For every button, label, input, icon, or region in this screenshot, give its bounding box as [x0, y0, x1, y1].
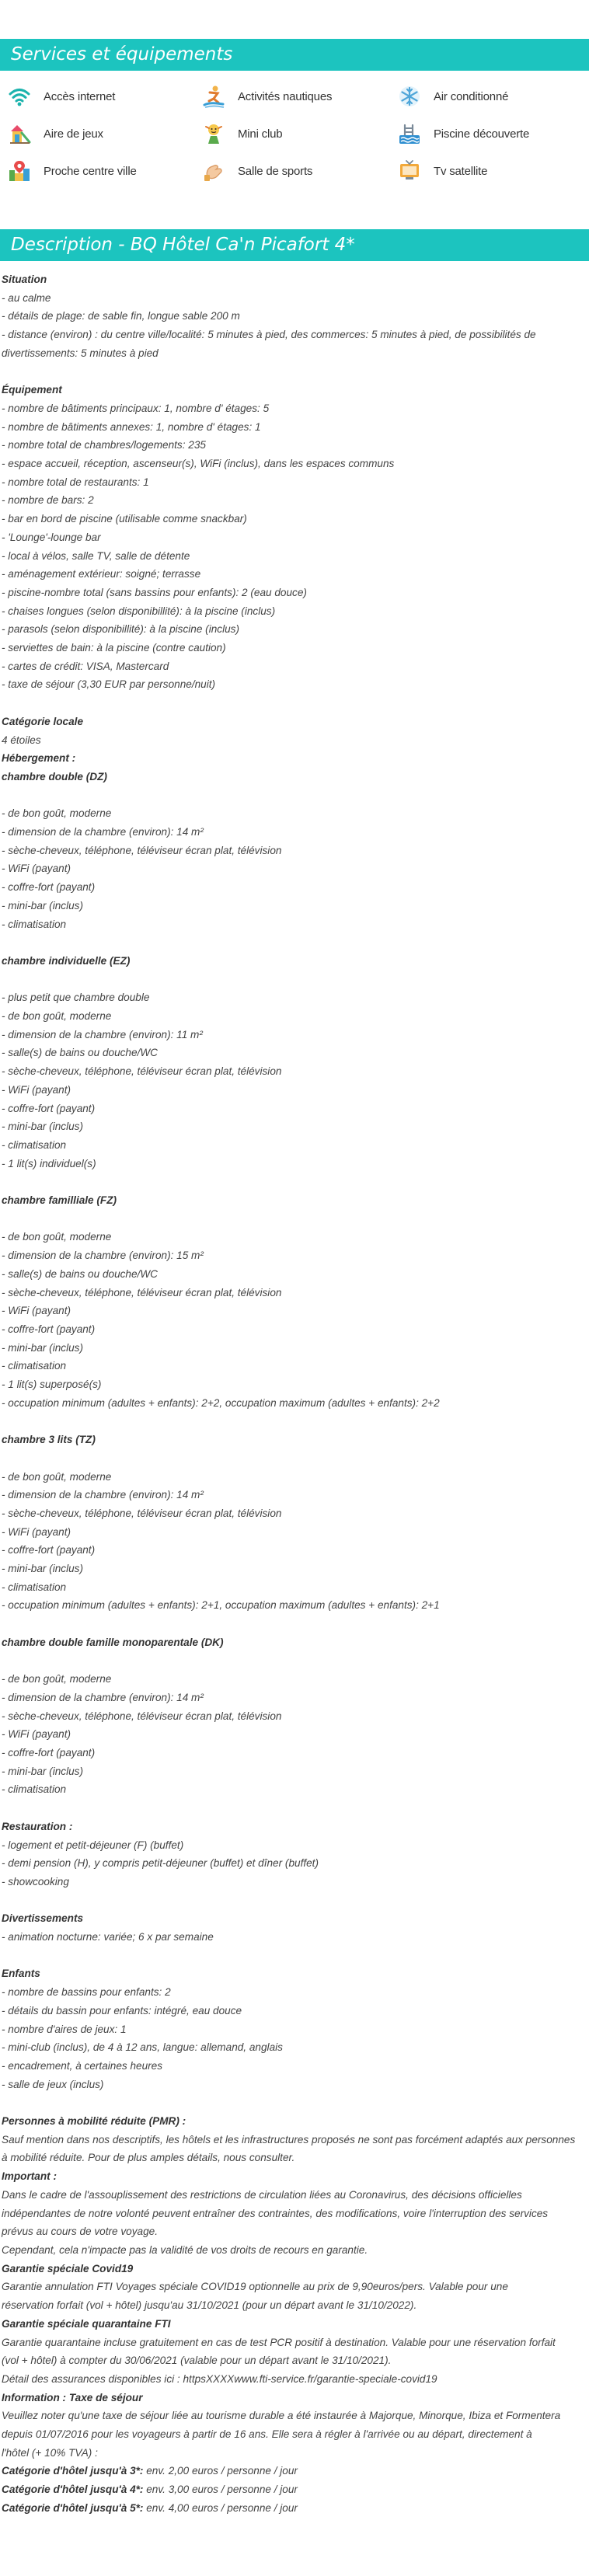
- description-line: - mini-bar (inclus): [2, 1765, 83, 1777]
- description-line: - de bon goût, moderne: [2, 1231, 112, 1243]
- tax-category-line: [2, 2480, 587, 2499]
- description-header: Description - BQ Hôtel Ca'n Picafort 4*: [0, 229, 589, 261]
- blank-line: [2, 1412, 587, 1431]
- blank-line: [2, 1891, 587, 1910]
- description-line: - dimension de la chambre (environ): 11 m²: [2, 1028, 203, 1041]
- description-line: - bar en bord de piscine (utilisable comme snackbar): [2, 513, 247, 525]
- blank-line: [2, 971, 587, 989]
- amenity-nautical: [202, 83, 398, 110]
- description-heading: Divertissements: [2, 1912, 84, 1925]
- description-line: - climatisation: [2, 1360, 67, 1372]
- description-line: depuis 01/07/2016 pour les voyageurs à partir de 16 ans. Elle sera à régler à l'arrivée ou au départ, directement à: [2, 2428, 532, 2441]
- blank-line: [2, 2093, 587, 2112]
- description-line: - 1 lit(s) superposé(s): [2, 1379, 102, 1391]
- hotel-description: [0, 261, 587, 2518]
- description-heading: Enfants: [2, 1968, 40, 1980]
- description-line: - de bon goût, moderne: [2, 1673, 112, 1685]
- description-line: - coffre-fort (payant): [2, 881, 96, 894]
- blank-line: [2, 1449, 587, 1468]
- tax-category-value: env. 3,00 euros / personne / jour: [143, 2484, 298, 2496]
- description-line: - espace accueil, réception, ascenseur(s), WiFi (inclus), dans les espaces communs: [2, 458, 395, 470]
- description-line: l'hôtel (+ 10% TVA) :: [2, 2446, 98, 2459]
- description-line: Garantie annulation FTI Voyages spéciale COVID19 optionnelle au prix de 9,90euros/pers. Valable pour une: [2, 2281, 508, 2293]
- snowflake-icon: [398, 83, 426, 110]
- blank-line: [2, 1799, 587, 1818]
- description-heading: Situation: [2, 274, 47, 285]
- description-line: Veuillez noter qu'une taxe de séjour liée au tourisme durable a été instaurée à Majorque, Minorque, Ibiza et Formentera: [2, 2410, 561, 2422]
- city-center-icon: [8, 158, 36, 184]
- description-line: - nombre de bâtiments principaux: 1, nombre d' étages: 5: [2, 402, 270, 414]
- description-line: - mini-bar (inclus): [2, 1563, 83, 1575]
- amenity-tv: [398, 158, 589, 184]
- surfer-icon: [202, 83, 230, 110]
- description-line: - coffre-fort (payant): [2, 1544, 96, 1556]
- description-line: - salle(s) de bains ou douche/WC: [2, 1047, 158, 1059]
- description-line: - dimension de la chambre (environ): 14 m²: [2, 1489, 204, 1501]
- playground-icon: [8, 120, 36, 147]
- description-line: - nombre d'aires de jeux: 1: [2, 2023, 127, 2035]
- description-line: - occupation minimum (adultes + enfants): 2+2, occupation maximum (adultes + enfants): 2+2: [2, 1396, 440, 1409]
- description-line: - showcooking: [2, 1875, 69, 1888]
- description-line: - sèche-cheveux, téléphone, téléviseur écran plat, télévision: [2, 844, 282, 856]
- description-line: - sèche-cheveux, téléphone, téléviseur écran plat, télévision: [2, 1065, 282, 1078]
- amenity-aircon: [398, 83, 589, 110]
- amenity-label: Aire de jeux: [44, 127, 103, 141]
- gym-icon: [202, 158, 230, 184]
- blank-line: [2, 786, 587, 805]
- description-line: - coffre-fort (payant): [2, 1102, 96, 1114]
- description-line: prévus au cours de votre voyage.: [2, 2226, 158, 2238]
- description-heading: Garantie spéciale quarantaine FTI: [2, 2317, 171, 2330]
- description-line: - sèche-cheveux, téléphone, téléviseur écran plat, télévision: [2, 1507, 282, 1519]
- amenity-miniclub: [202, 120, 398, 147]
- description-line: Garantie quarantaine incluse gratuitement en cas de test PCR positif à destination. Valable pour une réservation forfait: [2, 2336, 556, 2348]
- description-line: - coffre-fort (payant): [2, 1323, 96, 1335]
- amenity-city-center: [8, 158, 202, 184]
- description-line: Détail des assurances disponibles ici : httpsXXXXwww.fti-service.fr/garantie-speciale-covid19: [2, 2372, 437, 2385]
- blank-line: [2, 933, 587, 952]
- description-line: - dimension de la chambre (environ): 14 m²: [2, 826, 204, 838]
- description-line: - détails de plage: de sable fin, longue sable 200 m: [2, 310, 240, 322]
- description-line: - sèche-cheveux, téléphone, téléviseur écran plat, télévision: [2, 1286, 282, 1298]
- description-line: (vol + hôtel) à compter du 30/06/2021 (valable pour un départ avant le 31/10/2021).: [2, 2355, 392, 2367]
- description-line: - nombre de bâtiments annexes: 1, nombre d' étages: 1: [2, 420, 261, 433]
- description-heading: chambre 3 lits (TZ): [2, 1434, 96, 1446]
- blank-line: [2, 1210, 587, 1229]
- description-line: 4 étoiles: [2, 734, 41, 746]
- description-heading: Équipement: [2, 384, 62, 396]
- description-line: - détails du bassin pour enfants: intégré, eau douce: [2, 2004, 242, 2017]
- description-heading: Important :: [2, 2170, 57, 2183]
- description-line: - mini-bar (inclus): [2, 1121, 83, 1133]
- description-heading: Restauration :: [2, 1820, 73, 1832]
- description-heading: chambre individuelle (EZ): [2, 954, 131, 967]
- description-line: - WiFi (payant): [2, 1728, 71, 1741]
- amenity-gym: [202, 158, 398, 184]
- description-line: - parasols (selon disponibillité): à la piscine (inclus): [2, 623, 239, 636]
- description-line: - occupation minimum (adultes + enfants): 2+1, occupation maximum (adultes + enfants): 2+1: [2, 1599, 440, 1612]
- description-line: Cependant, cela n'impacte pas la validité de vos droits de recours en garantie.: [2, 2244, 368, 2256]
- description-line: - piscine-nombre total (sans bassins pour enfants): 2 (eau douce): [2, 586, 307, 598]
- description-line: - cartes de crédit: VISA, Mastercard: [2, 660, 169, 672]
- description-line: - aménagement extérieur: soigné; terrasse: [2, 568, 201, 580]
- tax-category-value: env. 2,00 euros / personne / jour: [143, 2465, 298, 2477]
- description-line: - salle de jeux (inclus): [2, 2078, 104, 2090]
- amenities-grid: [0, 71, 589, 184]
- description-line: - WiFi (payant): [2, 1525, 71, 1538]
- description-line: - encadrement, à certaines heures: [2, 2059, 163, 2072]
- description-heading: Hébergement :: [2, 752, 76, 765]
- description-line: - nombre de bars: 2: [2, 494, 94, 507]
- amenity-label: Tv satellite: [434, 164, 488, 178]
- description-line: - mini-bar (inclus): [2, 1341, 83, 1354]
- description-line: - climatisation: [2, 1581, 67, 1593]
- description-line: - climatisation: [2, 1138, 67, 1151]
- amenity-label: Mini club: [238, 127, 283, 141]
- amenity-internet: [8, 83, 202, 110]
- description-line: - animation nocturne: variée; 6 x par semaine: [2, 1931, 214, 1943]
- tax-category-line: [2, 2462, 587, 2480]
- blank-line: [2, 1947, 587, 1965]
- blank-line: [2, 1652, 587, 1671]
- description-line: - demi pension (H), y compris petit-déjeuner (buffet) et dîner (buffet): [2, 1857, 319, 1870]
- wifi-icon: [8, 83, 36, 110]
- description-line: - distance (environ) : du centre ville/localité: 5 minutes à pied, des commerces: 5 minutes à pied, de possibilités de: [2, 329, 536, 341]
- description-line: indépendantes de notre volonté peuvent entraîner des contraintes, des modifications, voire l'interruption des services: [2, 2207, 549, 2219]
- description-line: - logement et petit-déjeuner (F) (buffet): [2, 1839, 184, 1851]
- amenity-label: Salle de sports: [238, 164, 313, 178]
- description-heading: Catégorie locale: [2, 715, 84, 727]
- description-heading: Garantie spéciale Covid19: [2, 2262, 134, 2274]
- description-heading: chambre double (DZ): [2, 770, 107, 783]
- description-heading: Information : Taxe de séjour: [2, 2391, 143, 2403]
- blank-line: [2, 1615, 587, 1633]
- description-line: - mini-bar (inclus): [2, 899, 83, 912]
- description-line: - 'Lounge'-lounge bar: [2, 531, 101, 543]
- description-line: - climatisation: [2, 1783, 67, 1796]
- description-line: - local à vélos, salle TV, salle de détente: [2, 549, 190, 562]
- description-line: Sauf mention dans nos descriptifs, les hôtels et les infrastructures proposés ne sont pas forcément adaptés aux personnes: [2, 2133, 576, 2146]
- amenity-playground: [8, 120, 202, 147]
- blank-line: [2, 363, 587, 382]
- tax-category-value: env. 4,00 euros / personne / jour: [143, 2501, 298, 2514]
- description-line: - salle(s) de bains ou douche/WC: [2, 1267, 158, 1280]
- description-heading: chambre double famille monoparentale (DK): [2, 1636, 224, 1648]
- description-line: divertissements: 5 minutes à pied: [2, 347, 159, 359]
- description-line: - nombre de bassins pour enfants: 2: [2, 1986, 171, 1999]
- tax-category-label: Catégorie d'hôtel jusqu'à 4*:: [2, 2484, 144, 2496]
- description-heading: Personnes à mobilité réduite (PMR) :: [2, 2115, 186, 2128]
- description-line: - de bon goût, moderne: [2, 807, 112, 820]
- description-line: Dans le cadre de l'assouplissement des restrictions de circulation liées au Coronavirus, des décisions officielles: [2, 2188, 522, 2201]
- description-line: - WiFi (payant): [2, 863, 71, 875]
- tv-icon: [398, 158, 426, 184]
- amenity-label: Proche centre ville: [44, 164, 137, 178]
- tax-category-line: [2, 2499, 587, 2518]
- description-line: - 1 lit(s) individuel(s): [2, 1157, 96, 1169]
- description-line: - de bon goût, moderne: [2, 1470, 112, 1483]
- tax-category-label: Catégorie d'hôtel jusqu'à 3*:: [2, 2465, 144, 2477]
- description-line: - coffre-fort (payant): [2, 1747, 96, 1759]
- description-line: - sèche-cheveux, téléphone, téléviseur écran plat, télévision: [2, 1710, 282, 1722]
- tax-category-label: Catégorie d'hôtel jusqu'à 5*:: [2, 2501, 144, 2514]
- pool-icon: [398, 120, 426, 147]
- amenity-label: Piscine découverte: [434, 127, 530, 141]
- description-line: - climatisation: [2, 918, 67, 930]
- description-line: - plus petit que chambre double: [2, 992, 150, 1004]
- amenity-pool: [398, 120, 589, 147]
- description-line: - de bon goût, moderne: [2, 1010, 112, 1023]
- amenity-label: Activités nautiques: [238, 89, 333, 103]
- description-line: - WiFi (payant): [2, 1083, 71, 1096]
- description-line: - serviettes de bain: à la piscine (contre caution): [2, 642, 226, 654]
- description-line: - nombre total de restaurants: 1: [2, 476, 149, 488]
- description-line: réservation forfait (vol + hôtel) jusqu'au 31/10/2021 (pour un départ avant le 31/10/2022).: [2, 2299, 417, 2312]
- amenity-label: Accès internet: [44, 89, 116, 103]
- description-line: - WiFi (payant): [2, 1305, 71, 1317]
- description-line: - au calme: [2, 291, 51, 304]
- description-line: - nombre total de chambres/logements: 235: [2, 439, 206, 451]
- blank-line: [2, 1173, 587, 1191]
- services-header: Services et équipements: [0, 39, 589, 71]
- blank-line: [2, 694, 587, 713]
- description-line: - taxe de séjour (3,30 EUR par personne/nuit): [2, 678, 216, 691]
- amenity-label: Air conditionné: [434, 89, 509, 103]
- description-line: - chaises longues (selon disponibillité): à la piscine (inclus): [2, 605, 276, 617]
- description-line: - mini-club (inclus), de 4 à 12 ans, langue: allemand, anglais: [2, 2041, 283, 2054]
- kids-club-icon: [202, 120, 230, 147]
- description-line: - dimension de la chambre (environ): 14 m²: [2, 1691, 204, 1703]
- description-heading: chambre familliale (FZ): [2, 1194, 117, 1207]
- description-line: à mobilité réduite. Pour de plus amples détails, nous consulter.: [2, 2152, 295, 2164]
- description-line: - dimension de la chambre (environ): 15 m²: [2, 1250, 204, 1262]
